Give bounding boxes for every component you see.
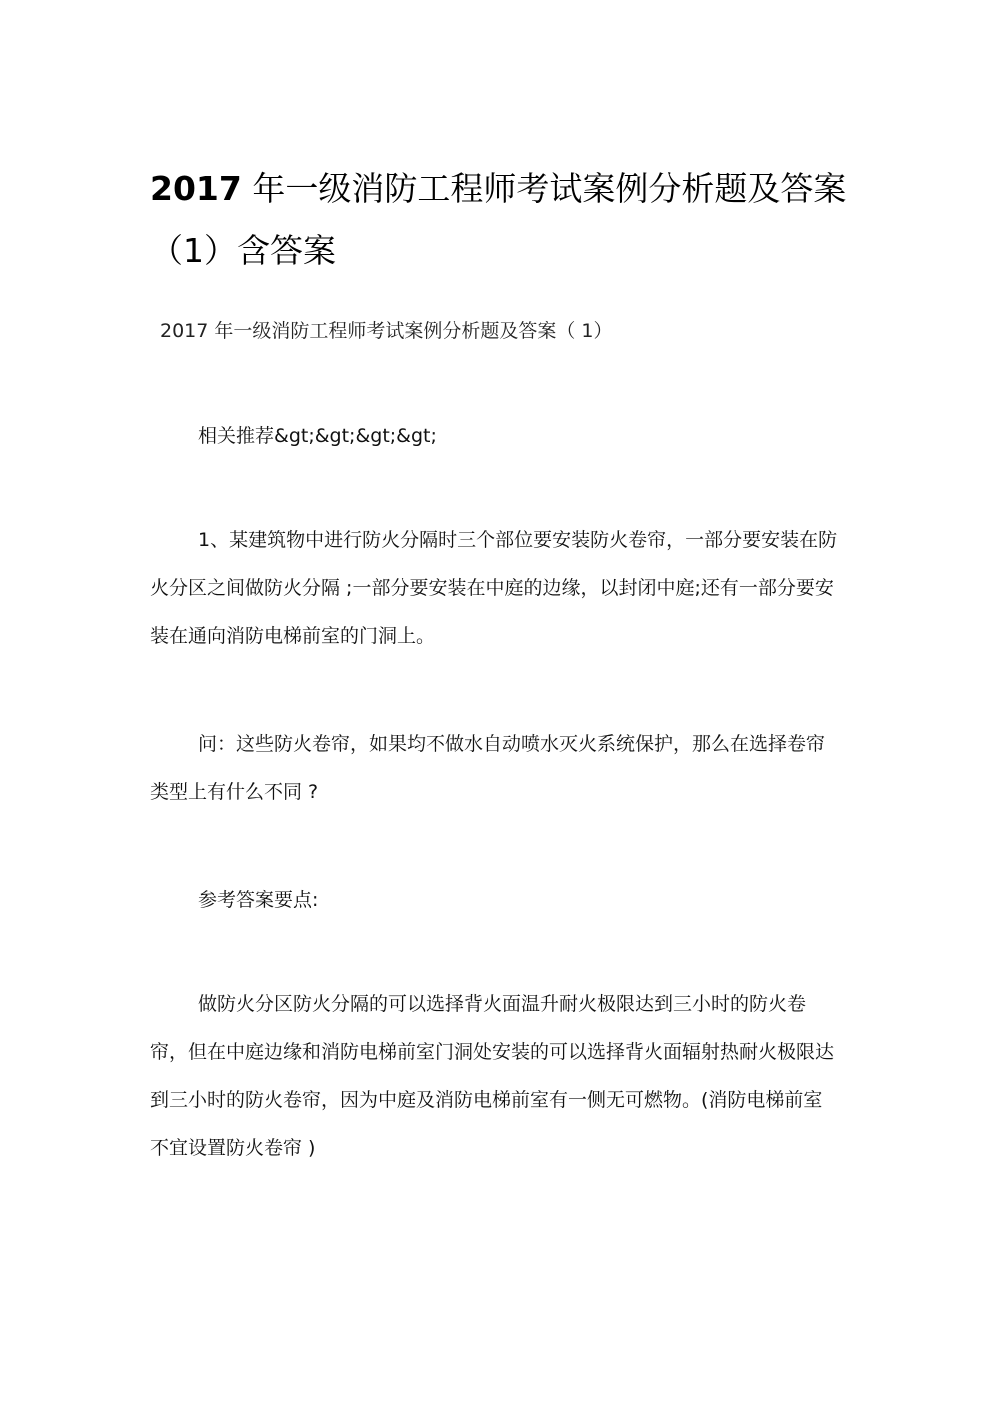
answer-paragraph: 做防火分区防火分隔的可以选择背火面温升耐火极限达到三小时的防火卷帘，但在中庭边缘和消防电梯前室门洞处安装的可以选择背火面辐射热耐火极限达到三小时的防火卷帘，因为中庭及消防电梯前室有一侧无可燃物。(消防电梯前室不宜设置防火卷帘 ) <box>150 993 835 1159</box>
title-year: 2017 <box>150 169 242 208</box>
document-subtitle: 2017 年一级消防工程师考试案例分析题及答案（ 1） <box>160 320 613 342</box>
question-case-paragraph: 1、某建筑物中进行防火分隔时三个部位要安装防火卷帘，一部分要安装在防火分区之间做防火分隔 ;一部分要安装在中庭的边缘，以封闭中庭;还有一部分要安装在通向消防电梯前室的门洞上。 <box>150 529 838 647</box>
document-title <box>150 158 850 282</box>
related-recommendation: 相关推荐&gt;&gt;&gt;&gt; <box>198 425 437 447</box>
answer-heading: 参考答案要点: <box>198 889 319 911</box>
question-paragraph: 问：这些防火卷帘，如果均不做水自动喷水灭火系统保护，那么在选择卷帘类型上有什么不同 ? <box>150 733 826 803</box>
title-text: 年一级消防工程师考试案例分析题及答案（1）含答案 <box>150 169 847 270</box>
